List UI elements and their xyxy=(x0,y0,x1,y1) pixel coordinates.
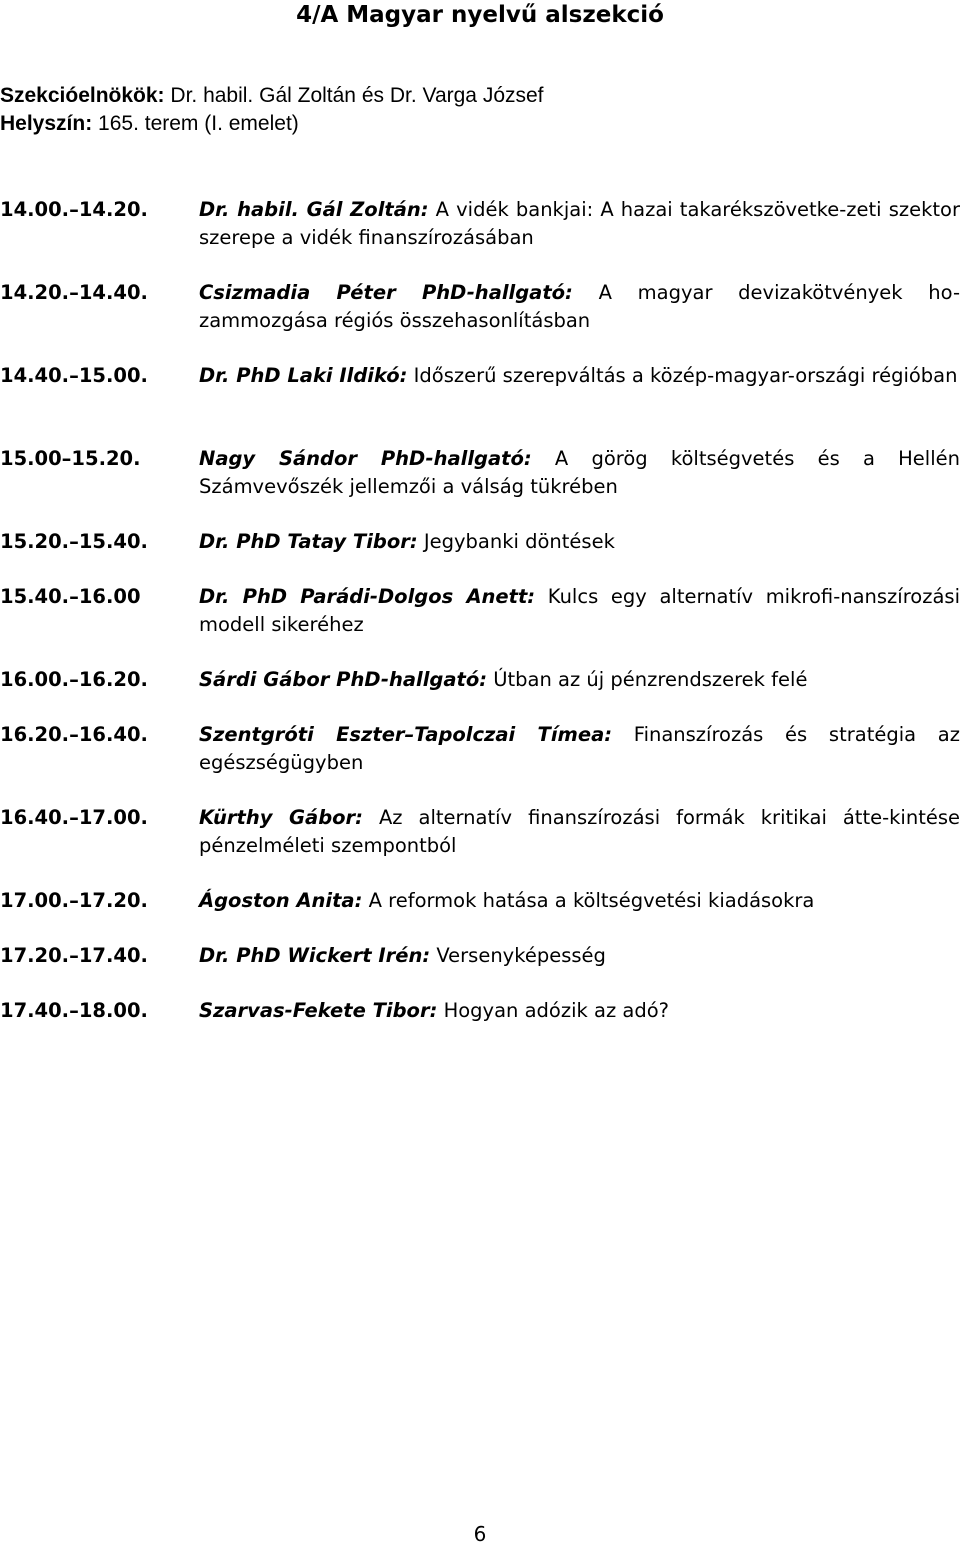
schedule-list xyxy=(0,196,960,1025)
schedule-time: 17.20.–17.40. xyxy=(0,944,148,967)
schedule-time: 14.20.–14.40. xyxy=(0,281,148,304)
venue-line xyxy=(0,110,544,138)
schedule-time: 15.40.–16.00 xyxy=(0,585,141,608)
chairs-label: Szekcióelnökök: xyxy=(0,84,165,107)
venue-value: 165. terem (I. emelet) xyxy=(92,112,299,135)
schedule-description xyxy=(199,583,960,639)
schedule-row xyxy=(0,887,960,915)
schedule-talk-title: Versenyképesség xyxy=(430,944,606,967)
schedule-description xyxy=(199,887,960,915)
schedule-speaker: Dr. PhD Parádi-Dolgos Anett: xyxy=(199,585,536,608)
schedule-time: 14.40.–15.00. xyxy=(0,364,148,387)
schedule-description xyxy=(199,666,960,694)
schedule-row xyxy=(0,583,960,639)
page-title: 4/A Magyar nyelvű alszekció xyxy=(296,2,664,28)
schedule-description xyxy=(199,721,960,777)
schedule-talk-title: A vidék bankjai: A hazai takarékszövetke-zeti szektor szerepe a vidék finanszírozásában xyxy=(199,198,960,249)
schedule-row xyxy=(0,445,960,501)
venue-label: Helyszín: xyxy=(0,112,93,135)
schedule-speaker: Dr. PhD Laki Ildikó: xyxy=(199,364,408,387)
schedule-speaker: Nagy Sándor PhD-hallgató: xyxy=(199,447,532,470)
schedule-speaker: Szarvas-Fekete Tibor: xyxy=(199,999,438,1022)
schedule-talk-title: Jegybanki döntések xyxy=(417,530,615,553)
schedule-description xyxy=(199,997,960,1025)
schedule-time: 15.20.–15.40. xyxy=(0,530,148,553)
schedule-description xyxy=(199,362,960,390)
schedule-talk-title: Útban az új pénzrendszerek felé xyxy=(487,668,808,691)
schedule-description xyxy=(199,196,960,252)
schedule-row xyxy=(0,997,960,1025)
schedule-speaker: Szentgróti Eszter–Tapolczai Tímea: xyxy=(199,723,613,746)
schedule-speaker: Kürthy Gábor: xyxy=(199,806,363,829)
schedule-speaker: Dr. habil. Gál Zoltán: xyxy=(199,198,429,221)
schedule-talk-title: Időszerű szerepváltás a közép-magyar-országi régióban xyxy=(407,364,958,387)
chairs-line xyxy=(0,82,544,110)
schedule-talk-title: A reformok hatása a költségvetési kiadásokra xyxy=(362,889,815,912)
schedule-speaker: Dr. PhD Tatay Tibor: xyxy=(199,530,418,553)
chairs-value: Dr. habil. Gál Zoltán és Dr. Varga József xyxy=(164,84,544,107)
schedule-time: 14.00.–14.20. xyxy=(0,198,148,221)
schedule-talk-title: Az alternatív finanszírozási formák kritikai átte-kintése pénzelméleti szempontból xyxy=(199,806,960,857)
schedule-row xyxy=(0,804,960,860)
schedule-description xyxy=(199,279,960,335)
schedule-row xyxy=(0,279,960,335)
schedule-time: 17.00.–17.20. xyxy=(0,889,148,912)
page-number: 6 xyxy=(473,1522,487,1546)
schedule-talk-title: Hogyan adózik az adó? xyxy=(437,999,669,1022)
schedule-talk-title: Kulcs egy alternatív mikrofi-nanszírozási modell sikeréhez xyxy=(199,585,960,636)
schedule-description xyxy=(199,942,960,970)
schedule-time: 16.20.–16.40. xyxy=(0,723,148,746)
schedule-row xyxy=(0,528,960,556)
schedule-description xyxy=(199,804,960,860)
schedule-time: 17.40.–18.00. xyxy=(0,999,148,1022)
schedule-description xyxy=(199,528,960,556)
schedule-time: 16.00.–16.20. xyxy=(0,668,148,691)
schedule-row xyxy=(0,362,960,418)
schedule-speaker: Dr. PhD Wickert Irén: xyxy=(199,944,431,967)
schedule-row xyxy=(0,666,960,694)
schedule-talk-title: A görög költségvetés és a Hellén Számvevőszék jellemzői a válság tükrében xyxy=(199,447,960,498)
schedule-speaker: Ágoston Anita: xyxy=(199,889,363,912)
section-meta xyxy=(0,82,544,138)
schedule-time: 16.40.–17.00. xyxy=(0,806,148,829)
schedule-talk-title: A magyar devizakötvények ho-zammozgása régiós összehasonlításban xyxy=(199,281,960,332)
schedule-row xyxy=(0,721,960,777)
schedule-speaker: Sárdi Gábor PhD-hallgató: xyxy=(199,668,488,691)
schedule-row xyxy=(0,196,960,252)
schedule-talk-title: Finanszírozás és stratégia az egészségügyben xyxy=(199,723,960,774)
schedule-speaker: Csizmadia Péter PhD-hallgató: xyxy=(199,281,573,304)
schedule-description xyxy=(199,445,960,501)
schedule-row xyxy=(0,942,960,970)
schedule-time: 15.00–15.20. xyxy=(0,447,141,470)
